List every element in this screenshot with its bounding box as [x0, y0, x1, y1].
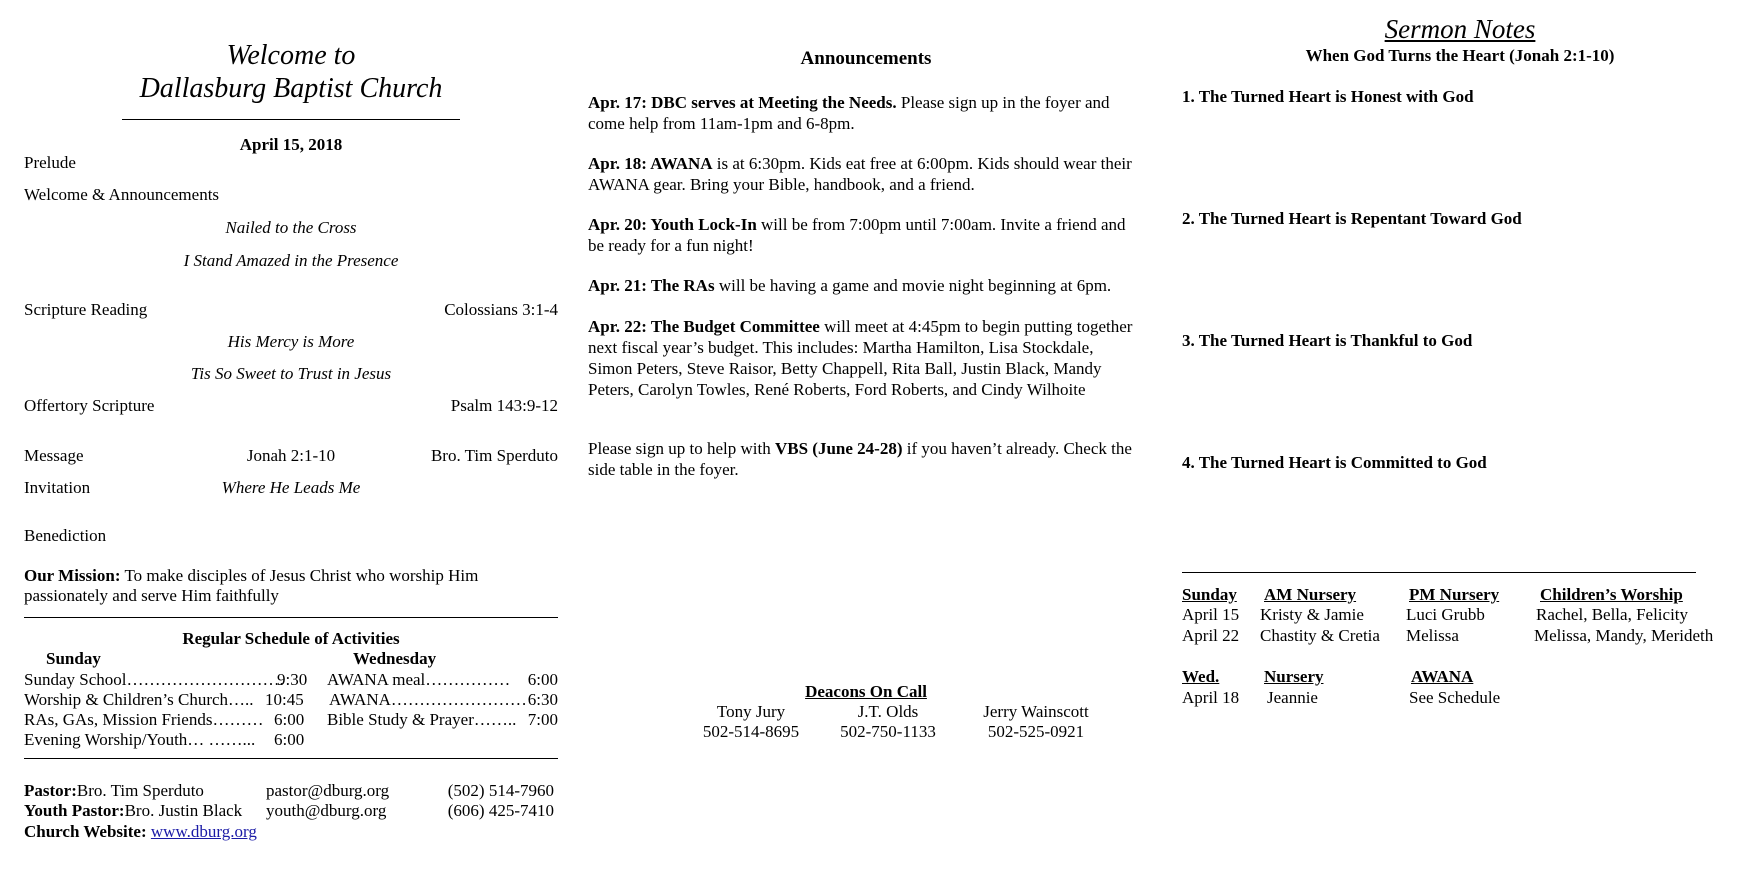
- deacon-name: Tony Jury: [716, 702, 786, 721]
- announcement-text: will be having a game and movie night beginning at 6pm.: [714, 276, 1112, 295]
- nursery-cell: Rachel, Bella, Felicity: [1536, 605, 1689, 624]
- nursery-cell: April 15: [1182, 605, 1240, 624]
- nursery-cell: Melissa: [1406, 626, 1459, 645]
- nursery-header: Children’s Worship: [1540, 585, 1683, 604]
- announcement-text: will be from 7:00pm until 7:00am. Invite a friend and be ready for a fun night!: [588, 215, 1126, 255]
- vbs-heading: VBS (June 24-28): [774, 439, 903, 458]
- bulletin-order-panel: [24, 0, 558, 895]
- nursery-header: AWANA: [1411, 667, 1474, 686]
- scripture-reading-ref: Colossians 3:1-4: [444, 300, 558, 319]
- schedule-sunday-heading: Sunday: [46, 649, 101, 668]
- announcement-item: [588, 275, 1140, 296]
- schedule-wednesday-time: 6:30: [527, 690, 558, 709]
- announcement-text: is at 6:30pm. Kids eat free at 6:00pm. Kids should wear their AWANA gear. Bring your Bible, handbook, and a friend.: [588, 154, 1132, 194]
- announcement-item: [588, 214, 1140, 256]
- schedule-sunday-time: 6:00: [274, 710, 305, 729]
- message-speaker: Bro. Tim Sperduto: [430, 446, 558, 465]
- message-label: Message: [24, 446, 84, 465]
- nursery-cell: Melissa, Mandy, Merideth: [1534, 626, 1714, 645]
- pastor-phone: (502) 514-7960: [447, 781, 554, 800]
- welcome-announcements-label: Welcome & Announcements: [24, 185, 220, 204]
- schedule-item-name: Evening Worship/Youth… ……...: [24, 730, 256, 749]
- nursery-cell: Chastity & Cretia: [1260, 626, 1380, 645]
- schedule-sunday-time: 9:30: [277, 670, 308, 689]
- title-divider: [122, 119, 460, 120]
- prelude-label: Prelude: [24, 153, 76, 172]
- mission-statement: [24, 566, 558, 606]
- announcement-item: [588, 153, 1140, 195]
- youth-pastor-label: Youth Pastor:: [24, 801, 125, 820]
- schedule-sunday-item: [24, 710, 263, 730]
- sermon-notes-panel: [1182, 0, 1738, 895]
- schedule-sunday-item: [24, 730, 255, 750]
- sermon-subtitle: When God Turns the Heart (Jonah 2:1-10): [1305, 46, 1615, 65]
- pastor-label: Pastor:: [24, 781, 77, 800]
- schedule-wednesday-time: 6:00: [527, 670, 558, 689]
- sermon-point: 4. The Turned Heart is Committed to God: [1182, 453, 1487, 472]
- announcements-title: Announcements: [800, 48, 932, 69]
- contacts-divider: [24, 758, 558, 759]
- deacon-phone: 502-525-0921: [987, 722, 1085, 741]
- schedule-sunday-time: 10:45: [265, 690, 304, 709]
- pastor-line: [24, 781, 204, 801]
- nursery-header: Wed.: [1182, 667, 1220, 686]
- website-label: Church Website:: [24, 822, 147, 841]
- schedule-title: Regular Schedule of Activities: [182, 629, 400, 648]
- announcement-item: [588, 92, 1140, 134]
- nursery-cell: Luci Grubb: [1406, 605, 1485, 624]
- deacon-name: J.T. Olds: [857, 702, 919, 721]
- schedule-wednesday-item: Bible Study & Prayer……..: [327, 710, 517, 729]
- schedule-sunday-time: 6:00: [274, 730, 305, 749]
- service-date: April 15, 2018: [239, 135, 343, 154]
- youth-pastor-name: Bro. Justin Black: [124, 801, 243, 820]
- deacon-name: Jerry Wainscott: [983, 702, 1089, 721]
- sermon-notes-title: Sermon Notes: [1384, 14, 1536, 44]
- announcement-item: [588, 316, 1140, 400]
- mission-divider: [24, 617, 558, 618]
- announcement-heading: Apr. 18: AWANA: [588, 154, 713, 173]
- nursery-cell: April 18: [1182, 688, 1240, 707]
- schedule-item-name: RAs, GAs, Mission Friends………: [24, 710, 264, 729]
- announcement-heading: Apr. 17: DBC serves at Meeting the Needs.: [588, 93, 897, 112]
- welcome-title-line2: Dallasburg Baptist Church: [139, 73, 443, 104]
- schedule-wednesday-item: AWANA meal……………: [327, 670, 511, 689]
- youth-pastor-email: youth@dburg.org: [266, 801, 387, 820]
- nursery-header: Sunday: [1182, 585, 1237, 604]
- schedule-item-name: Worship & Children’s Church…..: [24, 690, 254, 709]
- announcement-text: Please sign up in the foyer and come help from 11am-1pm and 6-8pm.: [588, 93, 1110, 133]
- announcement-text: will meet at 4:45pm to begin putting together next fiscal year’s budget. This includes: Martha Hamilton, Lisa Stockdale, Simon Peters, Steve Raisor, Betty Chappell, Rita Ball, Justin Black, Mandy Peters, Carolyn Towles, René Roberts, Ford Roberts, and Cindy Wilhoite: [588, 317, 1133, 399]
- scripture-reading-label: Scripture Reading: [24, 300, 148, 319]
- announcement-heading: Apr. 22: The Budget Committee: [588, 317, 820, 336]
- announcement-heading: Apr. 20: Youth Lock-In: [588, 215, 757, 234]
- pastor-email: pastor@dburg.org: [266, 781, 390, 800]
- nursery-cell: See Schedule: [1409, 688, 1501, 707]
- mission-label: Our Mission:: [24, 566, 121, 585]
- vbs-text-pre: Please sign up to help with: [588, 439, 775, 458]
- benediction-label: Benediction: [24, 526, 107, 545]
- vbs-announcement: [588, 438, 1140, 480]
- schedule-sunday-item: [24, 690, 254, 710]
- nursery-header: PM Nursery: [1409, 585, 1500, 604]
- offertory-ref: Psalm 143:9-12: [450, 396, 558, 415]
- deacon-phone: 502-750-1133: [840, 722, 936, 741]
- sermon-point: 2. The Turned Heart is Repentant Toward God: [1182, 209, 1522, 228]
- nursery-divider: [1182, 572, 1696, 573]
- website-line: [24, 822, 257, 842]
- sermon-point: 1. The Turned Heart is Honest with God: [1182, 87, 1474, 106]
- schedule-wednesday-time: 7:00: [527, 710, 558, 729]
- website-link[interactable]: www.dburg.org: [150, 822, 257, 841]
- sermon-point: 3. The Turned Heart is Thankful to God: [1182, 331, 1473, 350]
- mission-text: To make disciples of Jesus Christ who worship Him passionately and serve Him faithfully: [24, 566, 479, 605]
- nursery-cell: Kristy & Jamie: [1260, 605, 1364, 624]
- nursery-header: Nursery: [1264, 667, 1324, 686]
- offertory-label: Offertory Scripture: [24, 396, 155, 415]
- youth-pastor-phone: (606) 425-7410: [447, 801, 554, 820]
- deacons-title: Deacons On Call: [805, 682, 927, 701]
- youth-pastor-line: [24, 801, 242, 821]
- song-4: Tis So Sweet to Trust in Jesus: [190, 364, 392, 383]
- schedule-item-name: Sunday School……………………….: [24, 670, 284, 689]
- song-3: His Mercy is More: [227, 332, 355, 351]
- song-2: I Stand Amazed in the Presence: [183, 251, 399, 270]
- nursery-cell: Jeannie: [1267, 688, 1318, 707]
- schedule-sunday-item: [24, 670, 284, 690]
- schedule-wednesday-item: AWANA……………………: [329, 690, 527, 709]
- deacon-phone: 502-514-8695: [702, 722, 800, 741]
- message-ref: Jonah 2:1-10: [246, 446, 336, 465]
- announcement-heading: Apr. 21: The RAs: [588, 276, 715, 295]
- vbs-text-post: if you haven’t already. Check the side table in the foyer.: [588, 439, 1132, 479]
- invitation-song: Where He Leads Me: [221, 478, 361, 497]
- schedule-wednesday-heading: Wednesday: [353, 649, 437, 668]
- announcements-panel: [588, 0, 1144, 895]
- nursery-header: AM Nursery: [1264, 585, 1357, 604]
- welcome-title-line1: Welcome to: [226, 40, 356, 71]
- invitation-label: Invitation: [24, 478, 91, 497]
- song-1: Nailed to the Cross: [225, 218, 357, 237]
- nursery-cell: April 22: [1182, 626, 1240, 645]
- pastor-name: Bro. Tim Sperduto: [76, 781, 204, 800]
